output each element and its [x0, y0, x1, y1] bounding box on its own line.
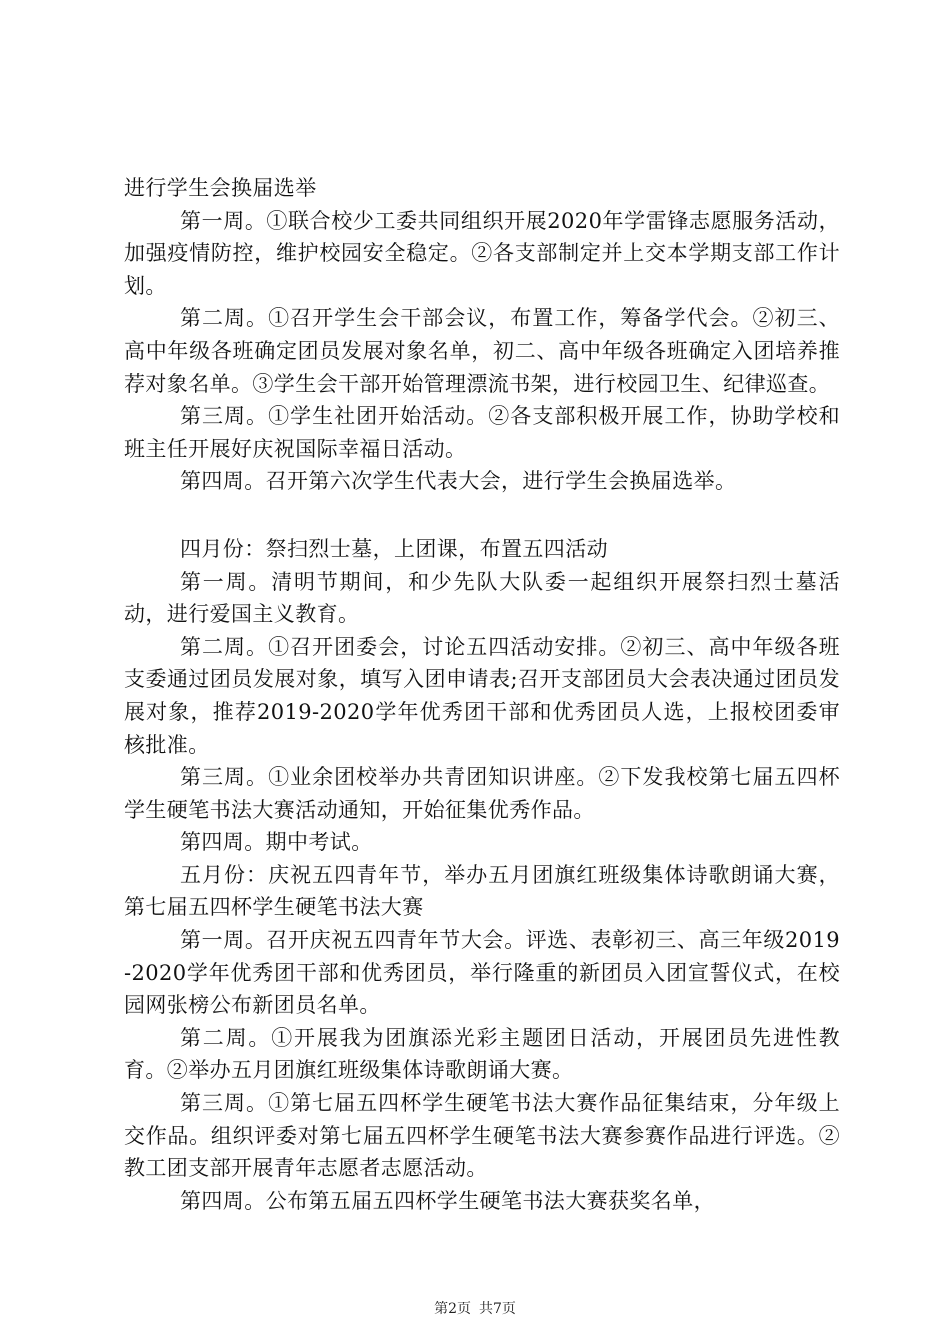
paragraph: 第二周。①召开学生会干部会议，布置工作，筹备学代会。②初三、高中年级各班确定团员发展对象名单，初二、高中年级各班确定入团培养推荐对象名单。③学生会干部开始管理漂流书架，进行校园卫生、纪律巡查。 [124, 306, 840, 396]
paragraph: 第一周。清明节期间，和少先队大队委一起组织开展祭扫烈士墓活动，进行爱国主义教育。 [124, 569, 840, 627]
paragraph-spacer [124, 498, 840, 533]
section-heading: 四月份：祭扫烈士墓，上团课，布置五四活动 [180, 536, 608, 561]
section-heading: 五月份：庆祝五四青年节，举办五月团旗红班级集体诗歌朗诵大赛，第七届五四杯学生硬笔书法大赛 [124, 862, 840, 920]
paragraph: 第一周。召开庆祝五四青年节大会。评选、表彰初三、高三年级2019-2020学年优秀团干部和优秀团员，举行隆重的新团员入团宣誓仪式，在校园网张榜公布新团员名单。 [124, 928, 840, 1018]
paragraph: 第四周。期中考试。 [180, 830, 373, 855]
page-number: 第2页 [434, 1301, 471, 1317]
page-total: 共7页 [479, 1301, 516, 1317]
paragraph: 进行学生会换届选举 [124, 176, 317, 200]
paragraph: 第三周。①业余团校举办共青团知识讲座。②下发我校第七届五四杯学生硬笔书法大赛活动通知，开始征集优秀作品。 [124, 765, 840, 822]
paragraph: 第四周。公布第五届五四杯学生硬笔书法大赛获奖名单， [180, 1188, 715, 1213]
page-footer [0, 1300, 950, 1318]
paragraph: 第四周。召开第六次学生代表大会，进行学生会换届选举。 [180, 469, 737, 494]
paragraph: 第一周。①联合校少工委共同组织开展2020年学雷锋志愿服务活动，加强疫情防控，维护校园安全稳定。②各支部制定并上交本学期支部工作计划。 [124, 208, 840, 298]
paragraph: 第三周。①第七届五四杯学生硬笔书法大赛作品征集结束，分年级上交作品。组织评委对第七届五四杯学生硬笔书法大赛参赛作品进行评选。②教工团支部开展青年志愿者志愿活动。 [124, 1091, 840, 1181]
document-body [124, 172, 840, 1217]
paragraph: 第三周。①学生社团开始活动。②各支部积极开展工作，协助学校和班主任开展好庆祝国际幸福日活动。 [124, 404, 840, 461]
paragraph: 第二周。①召开团委会，讨论五四活动安排。②初三、高中年级各班支委通过团员发展对象，填写入团申请表;召开支部团员大会表决通过团员发展对象，推荐2019-2020学年优秀团干部和优秀团员人选，上报校团委审核批准。 [124, 634, 840, 757]
paragraph: 第二周。①开展我为团旗添光彩主题团日活动，开展团员先进性教育。②举办五月团旗红班级集体诗歌朗诵大赛。 [124, 1025, 840, 1083]
